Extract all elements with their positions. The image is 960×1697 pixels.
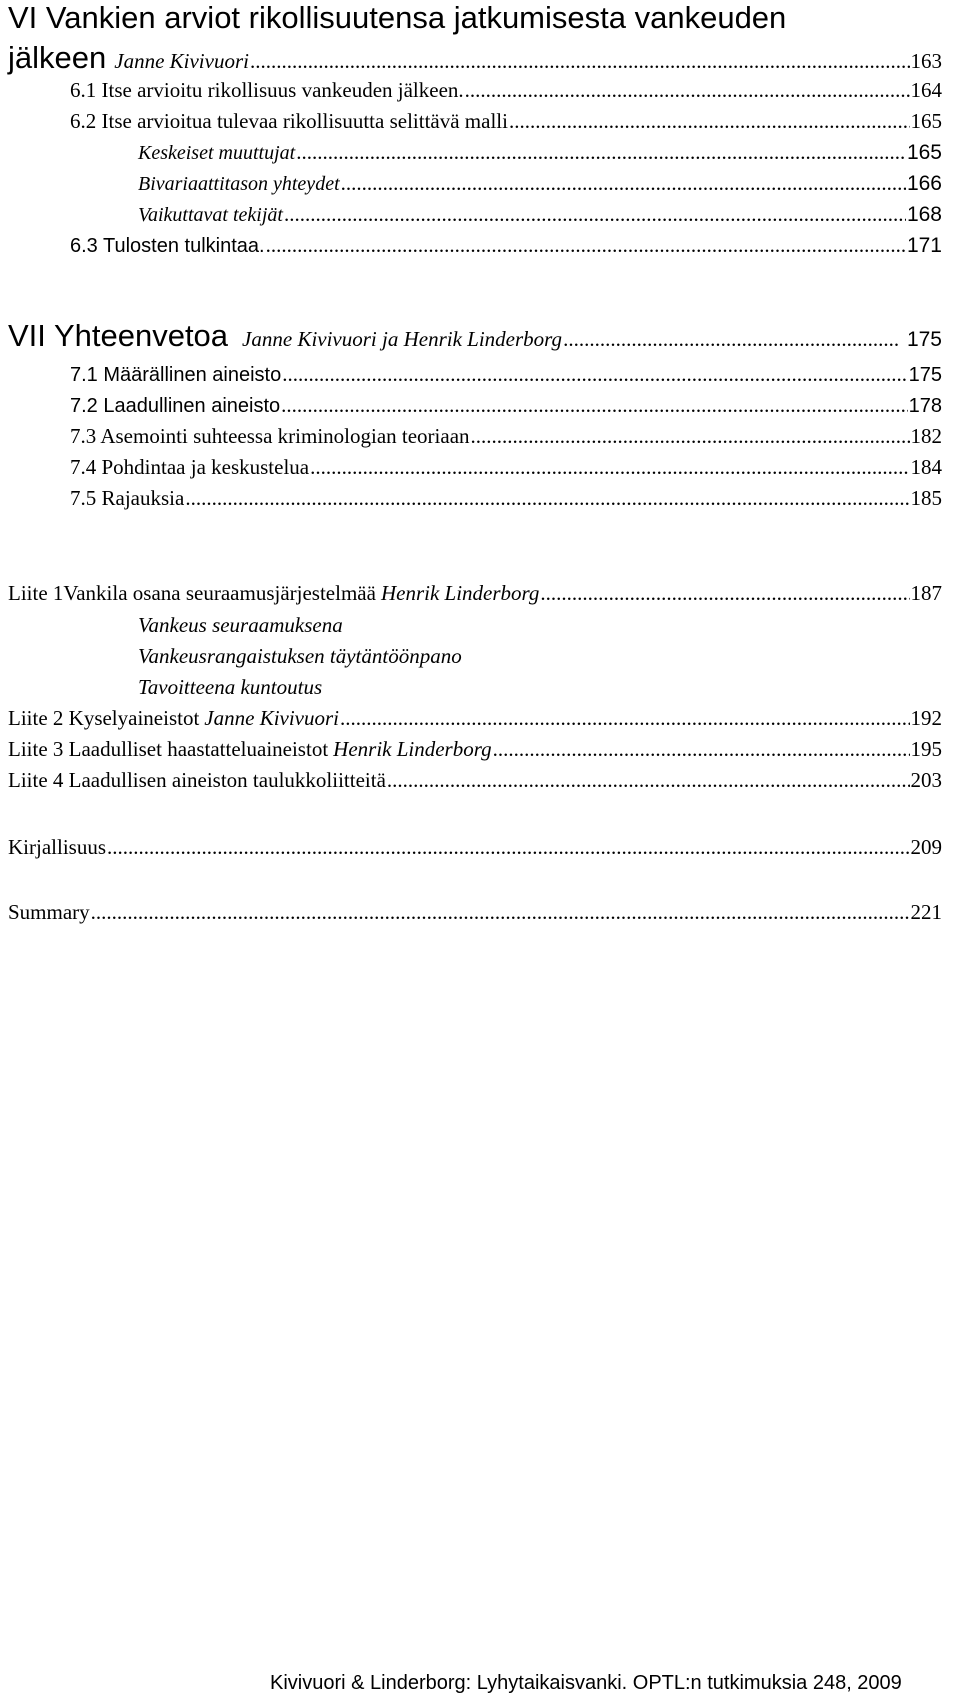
page-number: 203 [910, 768, 942, 792]
leader-dots [465, 78, 910, 103]
summary-entry[interactable] [8, 900, 942, 925]
toc-entry-label: Kirjallisuus [8, 835, 106, 859]
leader-dots [266, 233, 906, 258]
toc-entry-7-2[interactable] [70, 393, 942, 418]
page-number: 195 [910, 737, 942, 761]
toc-entry-vaikuttavat[interactable] [138, 202, 942, 227]
leader-dots [387, 768, 910, 793]
page-footer: Kivivuori & Linderborg: Lyhytaikaisvanki. OPTL:n tutkimuksia 248, 2009 [270, 1672, 902, 1694]
chapter-7-author: Janne Kivivuori ja Henrik Linderborg [242, 327, 563, 351]
page-number: 187 [910, 581, 942, 605]
page-number: 168 [906, 203, 942, 226]
chapter-6-entry[interactable] [8, 40, 942, 76]
leader-dots [296, 140, 906, 165]
toc-entry-label: Liite 4 Laadullisen aineiston taulukkoliitteitä [8, 768, 386, 792]
toc-entry-label: Bivariaattitason yhteydet [138, 173, 340, 195]
page-number: 178 [908, 395, 942, 417]
page-number: 209 [910, 835, 942, 859]
page-number: 175 [906, 328, 942, 351]
toc-entry-label: 6.1 Itse arvioitu rikollisuus vankeuden jälkeen. [70, 78, 464, 102]
page-number: 164 [910, 78, 942, 102]
toc-entry-label: 6.3 Tulosten tulkintaa. [70, 235, 265, 257]
chapter-6-author: Janne Kivivuori [114, 49, 249, 73]
leader-dots [250, 49, 910, 74]
leader-dots [540, 581, 909, 606]
appendix-2-author: Janne Kivivuori [204, 706, 340, 730]
leader-dots [341, 171, 906, 196]
page-number: 163 [910, 49, 942, 73]
leader-dots [493, 737, 910, 762]
appendix-1-sub-2: Vankeusrangaistuksen täytäntöönpano [138, 644, 462, 668]
page-number: 185 [910, 486, 942, 510]
toc-entry-keskeiset[interactable] [138, 140, 942, 165]
appendix-3-author: Henrik Linderborg [333, 737, 492, 761]
leader-dots [509, 109, 910, 134]
toc-entry-7-1[interactable] [70, 362, 942, 387]
leader-dots [310, 455, 909, 480]
page-number: 184 [910, 455, 942, 479]
toc-entry-label: 6.2 Itse arvioitua tulevaa rikollisuutta selittävä malli [70, 109, 508, 133]
toc-entry-label: Keskeiset muuttujat [138, 142, 296, 164]
toc-entry-label: Liite 2 Kyselyaineistot [8, 706, 200, 730]
page-number: 165 [906, 141, 942, 164]
toc-entry-label: 7.1 Määrällinen aineisto [70, 364, 282, 386]
toc-entry-7-3[interactable] [70, 424, 942, 449]
bibliography-entry[interactable] [8, 835, 942, 860]
toc-entry-7-4[interactable] [70, 455, 942, 480]
appendix-1-sub-3: Tavoitteena kuntoutus [138, 675, 323, 699]
leader-dots [340, 706, 909, 731]
toc-entry-7-5[interactable] [70, 486, 942, 511]
appendix-3-entry[interactable] [8, 737, 942, 762]
page-number: 165 [910, 109, 942, 133]
appendix-2-entry[interactable] [8, 706, 942, 731]
leader-dots [471, 424, 910, 449]
toc-entry-label: Liite 1Vankila osana seuraamusjärjestelmää [8, 581, 376, 605]
toc-entry-label: 7.3 Asemointi suhteessa kriminologian teoriaan [70, 424, 470, 448]
leader-dots [281, 393, 907, 418]
chapter-6-title-line2: jälkeen [8, 40, 107, 75]
toc-entry-label: 7.5 Rajauksia [70, 486, 185, 510]
appendix-1-sub-1: Vankeus seuraamuksena [138, 613, 343, 637]
appendix-1-author: Henrik Linderborg [380, 581, 540, 605]
toc-entry-label: Liite 3 Laadulliset haastatteluaineistot [8, 737, 329, 761]
leader-dots [284, 202, 906, 227]
leader-dots [563, 327, 898, 352]
toc-entry-bivariaatti[interactable] [138, 171, 942, 196]
leader-dots [107, 835, 910, 860]
toc-entry-6-1[interactable] [70, 78, 942, 103]
page-number: 182 [910, 424, 942, 448]
page-number: 166 [906, 172, 942, 195]
toc-entry-label: Summary [8, 900, 90, 924]
chapter-7-title: VII Yhteenvetoa [8, 318, 229, 353]
page-number: 221 [910, 900, 942, 924]
leader-dots [185, 486, 909, 511]
toc-entry-6-3[interactable] [70, 233, 942, 258]
leader-dots [282, 362, 907, 387]
toc-entry-label: 7.4 Pohdintaa ja keskustelua [70, 455, 310, 479]
chapter-6-title-line1: VI Vankien arviot rikollisuutensa jatkumisesta vankeuden [8, 0, 787, 35]
leader-dots [91, 900, 910, 925]
page-number: 171 [906, 234, 942, 257]
toc-entry-label: Vaikuttavat tekijät [138, 204, 283, 226]
page-number: 175 [908, 364, 942, 386]
appendix-4-entry[interactable] [8, 768, 942, 793]
chapter-7-entry[interactable] [8, 318, 942, 354]
toc-entry-label: 7.2 Laadullinen aineisto [70, 395, 281, 417]
toc-entry-6-2[interactable] [70, 109, 942, 134]
appendix-1-entry[interactable] [8, 581, 942, 606]
page-number: 192 [910, 706, 942, 730]
